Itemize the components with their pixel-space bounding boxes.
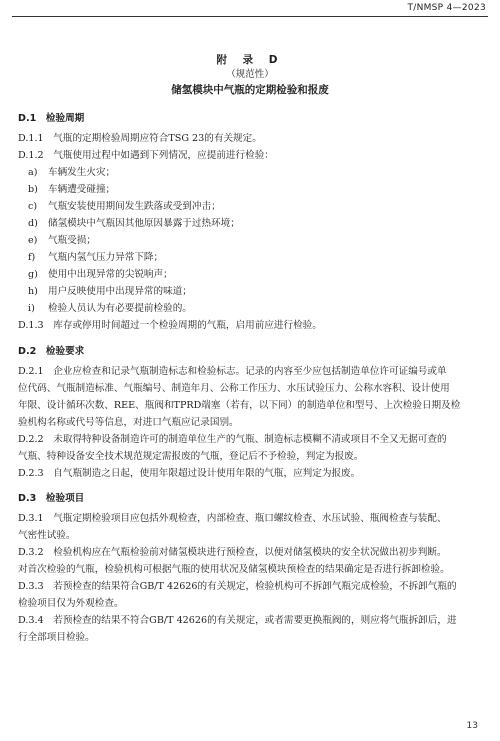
list-marker: h): [28, 286, 38, 297]
clause-d-1-2: [18, 147, 484, 164]
clause-d-2-1: [18, 363, 484, 431]
clause-line: 位代码、气瓶制造标准、气瓶编号、制造年月、公称工作压力、水压试验压力、公称水容积、设计使用: [18, 383, 450, 394]
clause-line: D.3.2 检验机构应在气瓶检验前对储氢模块进行预检查，以便对储氢模块的安全状况做出初步判断。: [18, 547, 447, 558]
list-item: [28, 164, 484, 181]
clause-d-1-3: [18, 317, 484, 334]
clause-line: 气瓶、特种设备安全技术规范规定需报废的气瓶，登记后不予检验，判定为报废。: [18, 451, 364, 462]
list-marker: b): [28, 184, 38, 195]
list-item: [28, 181, 484, 198]
appendix-title: 储氢模块中气瓶的定期检验和报废: [171, 84, 329, 96]
list-text: 使用中出现异常的尖锐响声；: [48, 269, 173, 280]
clause-line: D.1.3 库存或停用时间超过一个检验周期的气瓶，启用前应进行检验。: [18, 320, 322, 331]
list-text: 车辆发生火灾；: [48, 167, 116, 178]
appendix-title-block: [0, 53, 500, 98]
clause-d-2-3: [18, 465, 484, 482]
clause-line: D.2.1 企业应检查和记录气瓶制造标志和检验标志。记录的内容至少应包括制造单位许可证编号或单: [18, 366, 447, 377]
clause-d-3-3: [18, 578, 484, 612]
clause-line: D.1.2 气瓶使用过程中如遇到下列情况，应提前进行检验：: [18, 150, 274, 161]
clause-d-3-4: [18, 612, 484, 646]
list-text: 用户反映使用中出现异常的味道；: [48, 286, 192, 297]
clause-d-1-1: [18, 130, 484, 147]
list-text: 气瓶内氢气压力异常下降；: [48, 252, 164, 263]
clause-line: D.2.2 未取得特种设备制造许可的制造单位生产的气瓶、制造标志模糊不清或项目不全又无据可查的: [18, 434, 447, 445]
clause-d-3-1: [18, 510, 484, 544]
appendix-label: 附 录 D: [216, 54, 284, 66]
list-item: [28, 283, 484, 300]
list-marker: g): [28, 269, 38, 280]
clause-line: D.3.3 若预检查的结果符合GB/T 42626的有关规定，检验机构可不拆卸气瓶完成检验，不拆卸气瓶的: [18, 581, 457, 592]
list-marker: a): [28, 167, 38, 178]
section-heading-d2: D.2 检验要求: [18, 346, 85, 357]
clause-line: D.2.3 自气瓶制造之日起，使用年限超过设计使用年限的气瓶，应判定为报废。: [18, 468, 361, 479]
header-rule: [12, 16, 488, 17]
list-item: [28, 266, 484, 283]
list-text: 储氢模块中气瓶因其他原因暴露于过热环境；: [48, 218, 240, 229]
list-item: [28, 215, 484, 232]
clause-line: D.3.4 若预检查的结果不符合GB/T 42626的有关规定，或者需要更换瓶阀的，则应将气瓶拆卸后，进: [18, 615, 457, 626]
clause-d-3-2: [18, 544, 484, 578]
list-text: 车辆遭受碰撞；: [48, 184, 116, 195]
list-marker: d): [28, 218, 38, 229]
clause-d-2-2: [18, 431, 484, 465]
list-text: 气瓶安装使用期间发生跌落或受到冲击；: [48, 201, 221, 212]
clause-line: 检验项目仅为外观检查。: [18, 598, 124, 609]
list-marker: c): [28, 201, 38, 212]
list-item: [28, 198, 484, 215]
list-item: [28, 249, 484, 266]
clause-line: 验机构名称或代号等信息，对进口气瓶应记录国别。: [18, 417, 239, 428]
list-item: [28, 300, 484, 317]
list-marker: i): [28, 303, 35, 314]
clause-line: 气密性试验。: [18, 530, 76, 541]
page-number: 13: [466, 721, 478, 731]
standard-code: T/NMSP 4—2023: [407, 3, 486, 13]
section-heading-d3: D.3 检验项目: [18, 493, 85, 504]
list-item: [28, 232, 484, 249]
list-marker: e): [28, 235, 38, 246]
clause-line: D.1.1 气瓶的定期检验周期应符合TSG 23的有关规定。: [18, 133, 262, 144]
list-text: 气瓶受损；: [48, 235, 96, 246]
normative-label: （规范性）: [226, 69, 274, 80]
clause-line: 年限、设计循环次数、REE、瓶阀和TPRD端塞（若有，以下同）的制造单位和型号、上次检验日期及检: [18, 400, 461, 411]
clause-line: 对首次检验的气瓶，检验机构可根据气瓶的使用状况及储氢模块预检查的结果确定是否进行拆卸检验。: [18, 564, 450, 575]
list-marker: f): [28, 252, 36, 263]
section-heading-d1: D.1 检验周期: [18, 113, 85, 124]
clause-line: 行全部项目检验。: [18, 632, 95, 643]
clause-line: D.3.1 气瓶定期检验项目应包括外观检查，内部检查、瓶口螺纹检查、水压试验、瓶阀检查与装配、: [18, 513, 447, 524]
list-text: 检验人员认为有必要提前检验的。: [48, 303, 192, 314]
